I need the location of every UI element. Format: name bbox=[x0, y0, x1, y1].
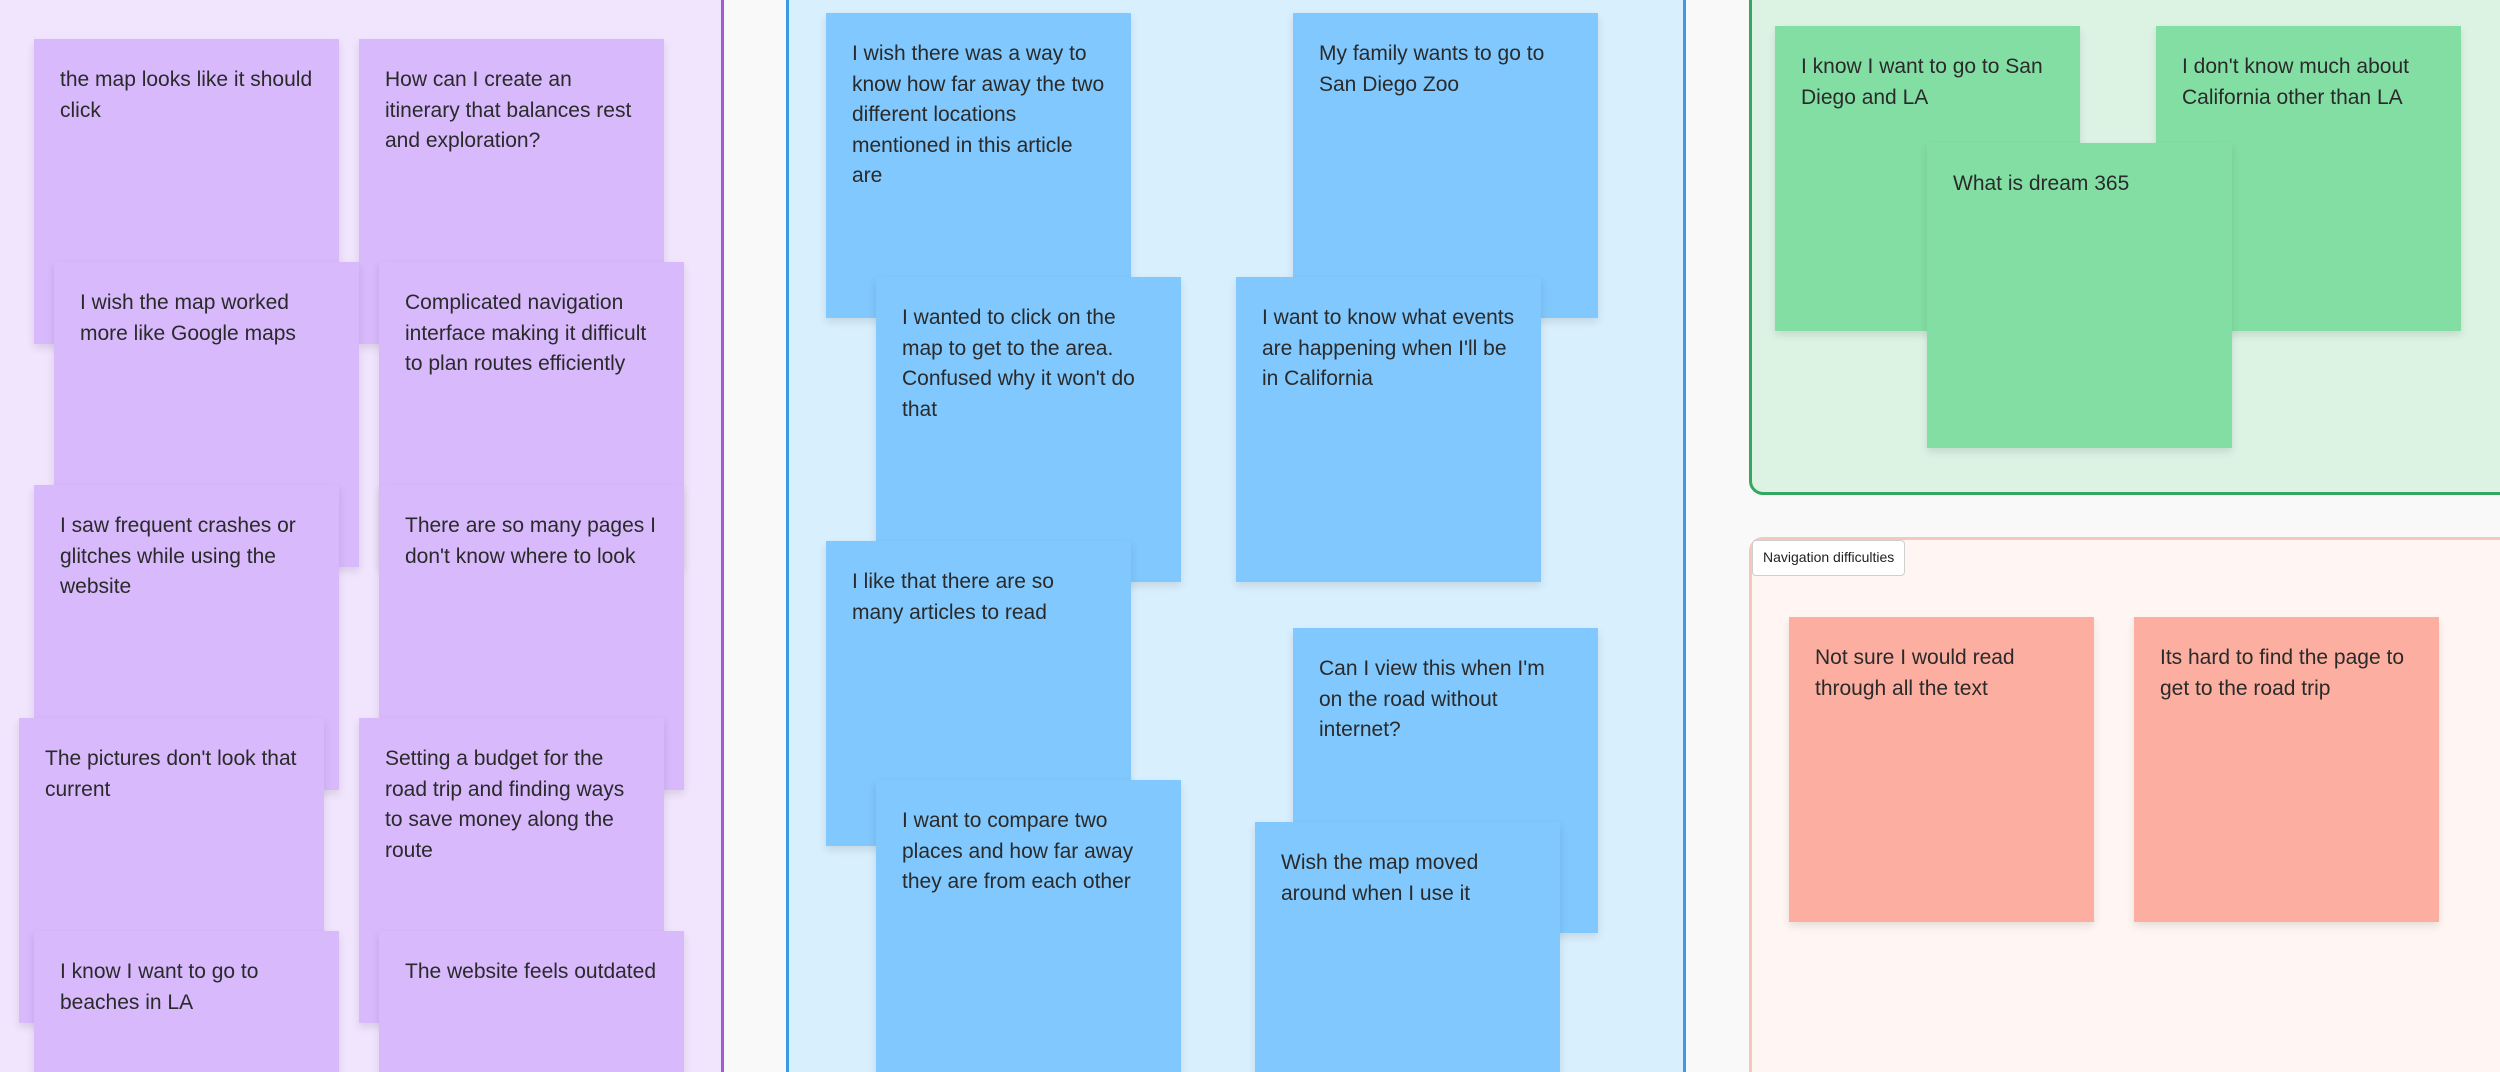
sticky-note[interactable] bbox=[379, 931, 684, 1072]
note-text: I wanted to click on the map to get to the area. Confused why it won't do that bbox=[902, 306, 1135, 421]
note-text: I know I want to go to beaches in LA bbox=[60, 960, 259, 1014]
note-text: Not sure I would read through all the text bbox=[1815, 646, 2015, 700]
sticky-note[interactable] bbox=[1293, 13, 1598, 318]
note-text: I like that there are so many articles to read bbox=[852, 570, 1054, 624]
note-text: I want to know what events are happening when I'll be in California bbox=[1262, 306, 1515, 390]
note-text: How can I create an itinerary that balances rest and exploration? bbox=[385, 68, 632, 152]
note-text: I don't know much about California other than LA bbox=[2182, 55, 2409, 109]
sticky-note[interactable] bbox=[876, 780, 1181, 1072]
note-text: Can I view this when I'm on the road without internet? bbox=[1319, 657, 1545, 741]
note-text: I wish the map worked more like Google maps bbox=[80, 291, 296, 345]
sticky-note[interactable] bbox=[1927, 143, 2232, 448]
note-text: The pictures don't look that current bbox=[45, 747, 297, 801]
note-text: There are so many pages I don't know where to look bbox=[405, 514, 656, 568]
sticky-note[interactable] bbox=[1236, 277, 1541, 582]
sticky-note[interactable] bbox=[1789, 617, 2094, 922]
note-text: Wish the map moved around when I use it bbox=[1281, 851, 1479, 905]
note-text: I want to compare two places and how far away they are from each other bbox=[902, 809, 1134, 893]
note-text: Its hard to find the page to get to the road trip bbox=[2160, 646, 2405, 700]
note-text: I saw frequent crashes or glitches while using the website bbox=[60, 514, 296, 598]
note-text: What is dream 365 bbox=[1953, 172, 2130, 195]
sticky-note[interactable] bbox=[876, 277, 1181, 582]
section-label-navigation-difficulties[interactable]: Navigation difficulties bbox=[1752, 540, 1905, 576]
sticky-note[interactable] bbox=[2134, 617, 2439, 922]
note-text: My family wants to go to San Diego Zoo bbox=[1319, 42, 1545, 96]
sticky-note[interactable] bbox=[1255, 822, 1560, 1072]
note-text: I know I want to go to San Diego and LA bbox=[1801, 55, 2043, 109]
sticky-note[interactable] bbox=[826, 13, 1131, 318]
note-text: the map looks like it should click bbox=[60, 68, 313, 122]
sticky-note[interactable] bbox=[34, 931, 339, 1072]
note-text: The website feels outdated bbox=[405, 960, 656, 983]
note-text: Complicated navigation interface making it difficult to plan routes efficiently bbox=[405, 291, 647, 375]
note-text: Setting a budget for the road trip and finding ways to save money along the route bbox=[385, 747, 625, 862]
note-text: I wish there was a way to know how far away the two different locations mentioned in this article are bbox=[852, 42, 1105, 187]
